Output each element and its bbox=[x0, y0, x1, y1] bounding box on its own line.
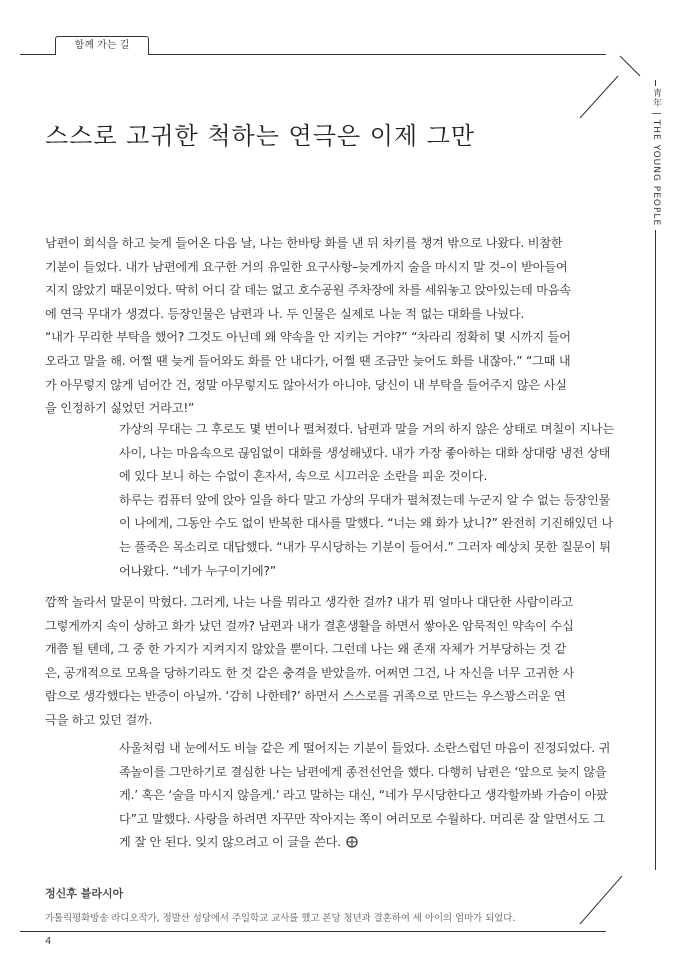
side-rule bbox=[655, 230, 656, 870]
paragraph-3 bbox=[45, 591, 575, 733]
author-bio: 가톨릭평화방송 라디오작가, 정발산 성당에서 주일학교 교사를 했고 본당 청년과 결혼하여 세 아이의 엄마가 되었다. bbox=[45, 913, 516, 924]
paragraph-1-text: 남편이 회식을 하고 늦게 들어온 다음 날, 나는 한바탕 화를 낸 뒤 차키를 챙겨 밖으로 나왔다. 비참한 기분이 들었다. 내가 남편에게 요구한 거의 유일한 요구사항–늦게까지 술을 마시지 말 것–이 받아들여지지 않았기 때문이었다. 딱히 어디 갈 데는 없고 호수공원 주차장에 차를 세워놓고 앉아있는데 마음속에 연극 무대가 생겼다. 등장인물은 남편과 나. 두 인물은 실제로 나눈 적 없는 대화를 나눴다. “내가 무리한 부탁을 했어? 그것도 아닌데 왜 약속을 안 지키는 거야?” “차라리 정확히 몇 시까지 들어오라고 말을 해. 어쩔 땐 늦게 들어와도 화를 안 내다가, 어쩔 땐 조금만 늦어도 화를 내잖아.” “그때 내가 아무렇지 않게 넘어간 건, 정말 아무렇지도 않아서가 아니야. 당신이 내 부탁을 들어주지 않은 사실을 인정하기 싫었던 거라고!” bbox=[45, 236, 571, 416]
paragraph-2 bbox=[119, 418, 615, 583]
paragraph-1 bbox=[45, 232, 575, 421]
article-title: 스스로 고귀한 척하는 연극은 이제 그만 bbox=[45, 122, 476, 150]
side-section-label: 靑年 | THE YOUNG PEOPLE bbox=[651, 88, 661, 227]
paragraph-2-text: 가상의 무대는 그 후로도 몇 번이나 펼쳐졌다. 남편과 말을 거의 하지 않은 상태로 며칠이 지나는 사이, 나는 마음속으로 끊임없이 대화를 생성해냈다. 내가 가장 좋아하는 대화 상대랑 냉전 상태에 있다 보니 하는 수없이 혼자서, 속으로 시끄러운 소란을 피운 것이다. 하루는 컴퓨터 앞에 앉아 일을 하다 말고 가상의 무대가 펼쳐졌는데 누군지 알 수 없는 등장인물이 나에게, 그동안 수도 없이 반복한 대사를 말했다. “너는 왜 화가 났니?” 완전히 기진해있던 나는 풀죽은 목소리로 대답했다. “내가 무시당하는 기분이 들어서.” 그러자 예상치 못한 질문이 튀어나왔다. “네가 누구이기에?” bbox=[119, 422, 614, 578]
paragraph-3-text: 깜짝 놀라서 말문이 막혔다. 그러게, 나는 나를 뭐라고 생각한 걸까? 내가 뭐 얼마나 대단한 사람이라고 그렇게까지 속이 상하고 화가 났던 걸까? 남편과 내가 결혼생활을 하면서 쌓아온 암묵적인 약속이 수십 개쯤 될 텐데, 그 중 한 가지가 지켜지지 않았을 뿐이다. 그런데 나는 왜 존재 자체가 거부당하는 것 같은, 공개적으로 모욕을 당하기라도 한 것 같은 충격을 받았을까. 어쩌면 그건, 나 자신을 너무 고귀한 사람으로 생각했다는 반증이 아닐까. ‘감히 나한테?’ 하면서 스스로를 귀족으로 만드는 우스꽝스러운 연극을 하고 있던 걸까. bbox=[45, 595, 575, 727]
page-number: 4 bbox=[45, 936, 52, 947]
paragraph-4-text: 사울처럼 내 눈에서도 비늘 같은 게 떨어지는 기분이 들었다. 소란스럽던 마음이 진정되었다. 귀족놀이를 그만하기로 결심한 나는 남편에게 종전선언을 했다. 다행히 남편은 ‘앞으로 늦지 않을게.’ 혹은 ‘술을 마시지 않을게.’ 라고 말하는 대신, “네가 무시당한다고 생각할까봐 가슴이 아팠다”고 말했다. 사랑을 하려면 자꾸만 작아지는 쪽이 여러모로 수월하다. 머리론 잘 알면서도 그게 잘 안 된다. 잊지 않으려고 이 글을 쓴다. bbox=[119, 741, 611, 850]
corner-decoration-bottom bbox=[560, 870, 680, 940]
side-rule-top bbox=[655, 80, 656, 86]
author-name: 정신후 블라시아 bbox=[45, 887, 124, 900]
paragraph-4 bbox=[119, 737, 615, 857]
section-tab-label: 함께 가는 길 bbox=[74, 40, 130, 51]
footer-rule bbox=[20, 931, 606, 932]
end-mark-icon bbox=[346, 833, 358, 857]
section-tab bbox=[55, 36, 149, 55]
